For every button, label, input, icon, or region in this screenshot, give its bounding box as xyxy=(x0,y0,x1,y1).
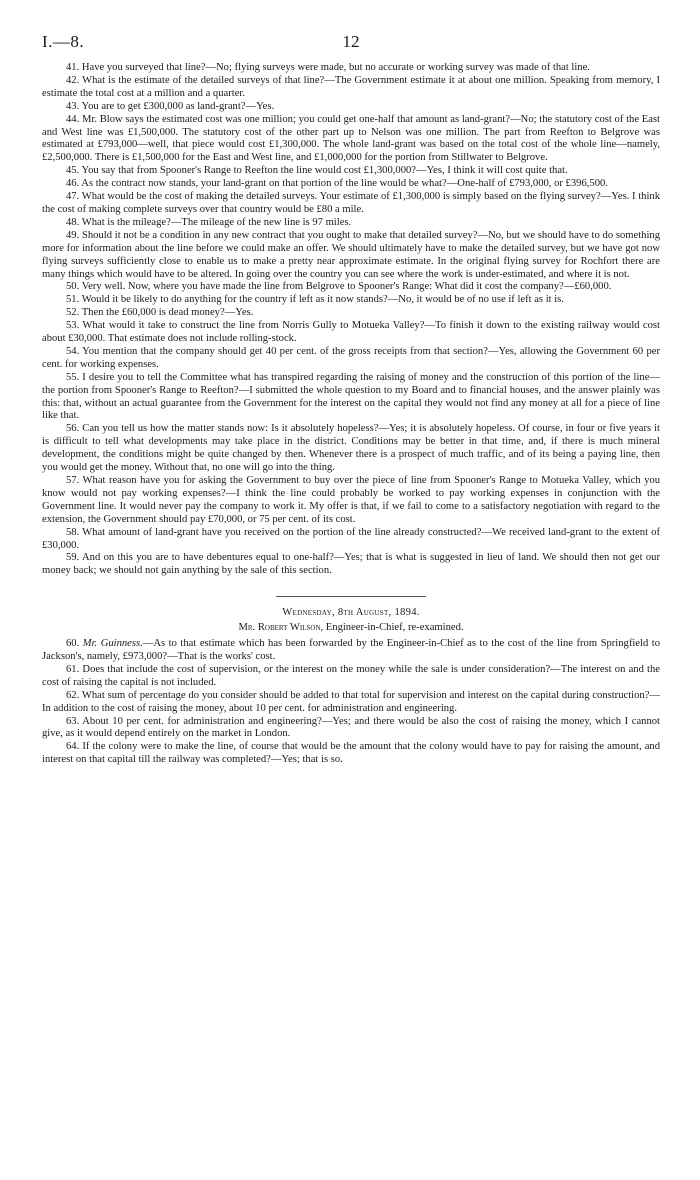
question-paragraph: 57. What reason have you for asking the Government to buy over the piece of line from Spooner's Range to Motueka Valley, which you know would not pay working expenses?—I think the line could probably be worked to pay working expenses in conjunction with the Government line. It would never pay the company to work it. My offer is that, if we fail to come to a satisfactory negotiation with regard to the extension, the Government should pay £70,000, or 75 per cent. of its cost. xyxy=(42,475,660,525)
question-paragraph: 45. You say that from Spooner's Range to Reefton the line would cost £1,300,000?—Yes, I think it will cost quite that. xyxy=(66,165,568,177)
question-paragraph xyxy=(42,638,660,664)
question-paragraph: 53. What would it take to construct the line from Norris Gully to Motueka Valley?—To finish it down to the existing railway would cost about £30,000. That estimate does not include rolling-stock. xyxy=(42,320,660,345)
question-paragraph: 51. Would it be likely to do anything for the country if left as it now stands?—No, it would be of no use if left as it is. xyxy=(66,294,564,306)
witness-role: , Engineer-in-Chief, re-examined. xyxy=(320,622,464,634)
session-date: Wednesday, 8th August, 1894. xyxy=(282,607,420,619)
testimony-block-1 xyxy=(42,62,660,578)
question-paragraph: 49. Should it not be a condition in any new contract that you ought to make that detailed survey?—No, but we should have to do something more for information about the line before we could make an offer. We should ultimately have to make the detailed survey, but we have got now flying surveys sufficiently close to enable us to make a pretty near approximate estimate. In the original flying survey for Rochfort there are many things which would have to be altered. In going over the country you can see where the work is under-estimated, and where it is not. xyxy=(42,229,660,280)
question-paragraph: 50. Very well. Now, where you have made the line from Belgrove to Spooner's Range: What did it cost the company?—£60,000. xyxy=(66,281,612,293)
question-number: 60. xyxy=(66,638,83,650)
question-paragraph: 55. I desire you to tell the Committee what has transpired regarding the raising of money and the construction of this portion of the line—the portion from Spooner's Range to Reefton?—I submitted the whole question to my Board and to financial houses, and the answer plainly was this: that, without an actual guarantee from the Government for the interest on the capital they would not find any money at all for a piece of line like that. xyxy=(42,371,660,422)
question-paragraph: 58. What amount of land-grant have you received on the portion of the line already constructed?—We received land-grant to the extent of £30,000. xyxy=(42,526,660,551)
parliamentary-paper-reference: I.—8. xyxy=(42,32,85,51)
question-paragraph: 46. As the contract now stands, your land-grant on that portion of the line would be what?—One-half of £793,000, or £396,500. xyxy=(66,178,608,190)
page-header xyxy=(42,32,660,62)
witness-name: Mr. Robert Wilson xyxy=(238,622,321,634)
question-paragraph: 59. And on this you are to have debentures equal to one-half?—Yes; that is what is suggested in lieu of land. We should then not get our money back; we should not gain anything by the sale of this section. xyxy=(42,552,660,577)
speaker-name: Mr. Guinness xyxy=(82,638,141,650)
question-text: .—As to that estimate which has been forwarded by the Engineer-in-Chief as to the cost of the line from Springfield to Jackson's, namely, £973,000?—That is the works' cost. xyxy=(42,638,661,662)
question-paragraph: 47. What would be the cost of making the detailed surveys. Your estimate of £1,300,000 is simply based on the flying survey?—Yes. I think the cost of making complete surveys over that country would be £80 a mile. xyxy=(42,191,660,215)
question-paragraph: 54. You mention that the company should get 40 per cent. of the gross receipts from that section?—Yes, allowing the Government 60 per cent. for working expenses. xyxy=(42,345,660,370)
question-paragraph: 61. Does that include the cost of supervision, or the interest on the money while the sale is under consideration?—The interest on and the cost of raising the capital is not included. xyxy=(42,663,660,688)
question-paragraph: 62. What sum of percentage do you consider should be added to that total for supervision and interest on the capital during construction?—In addition to the cost of raising the money, about 10 per cent. for administration and engineering. xyxy=(42,689,660,714)
page-body xyxy=(42,62,660,767)
question-paragraph: 41. Have you surveyed that line?—No; flying surveys were made, but no accurate or working survey was made of that line. xyxy=(66,62,590,73)
question-paragraph: 48. What is the mileage?—The mileage of the new line is 97 miles. xyxy=(66,216,352,228)
question-paragraph: 43. You are to get £300,000 as land-grant?—Yes. xyxy=(66,100,275,112)
page-number: 12 xyxy=(342,32,360,51)
question-paragraph: 52. Then the £60,000 is dead money?—Yes. xyxy=(66,307,254,319)
question-paragraph: 44. Mr. Blow says the estimated cost was one million; you could get one-half that amount as land-grant?—No; the statutory cost of the East and West line was £1,500,000. The statutory cost of the other part up to Nelson was one million. The part from Reefton to Belgrove was estimated at £793,000—well, that piece would cost £1,300,000. The whole land-grant was based on the total cost of the whole line—namely, £2,500,000. There is £1,500,000 for the East and West line, and £1,000,000 for the portion from Stillwater to Belgrove. xyxy=(42,113,660,164)
witness-heading xyxy=(42,622,660,635)
question-paragraph: 64. If the colony were to make the line, of course that would be the amount that the colony would have to pay for raising the amount, and interest on that capital till the railway was completed?—Yes; that is so. xyxy=(42,741,660,766)
question-paragraph: 42. What is the estimate of the detailed surveys of that line?—The Government estimate it at about one million. Speaking from memory, I estimate the total cost at a million and a quarter. xyxy=(42,74,660,99)
question-paragraph: 63. About 10 per cent. for administration and engineering?—Yes; and there would be also the cost of raising the money, which I cannot give, as it would depend entirely on the market in London. xyxy=(42,715,660,740)
question-paragraph: 56. Can you tell us how the matter stands now: Is it absolutely hopeless?—Yes; it is absolutely hopeless. Of course, in four or five years it is difficult to tell what developments may take place in the district. Conditions may be better in that time, and, if there is much mineral development, the conditions might be quite changed by then. Whenever there is a prospect of much traffic, and of its being a paying line, then you would get the money. Without that, no one will go into the thing. xyxy=(42,423,660,474)
section-divider xyxy=(276,596,426,597)
testimony-block-2 xyxy=(42,664,660,767)
